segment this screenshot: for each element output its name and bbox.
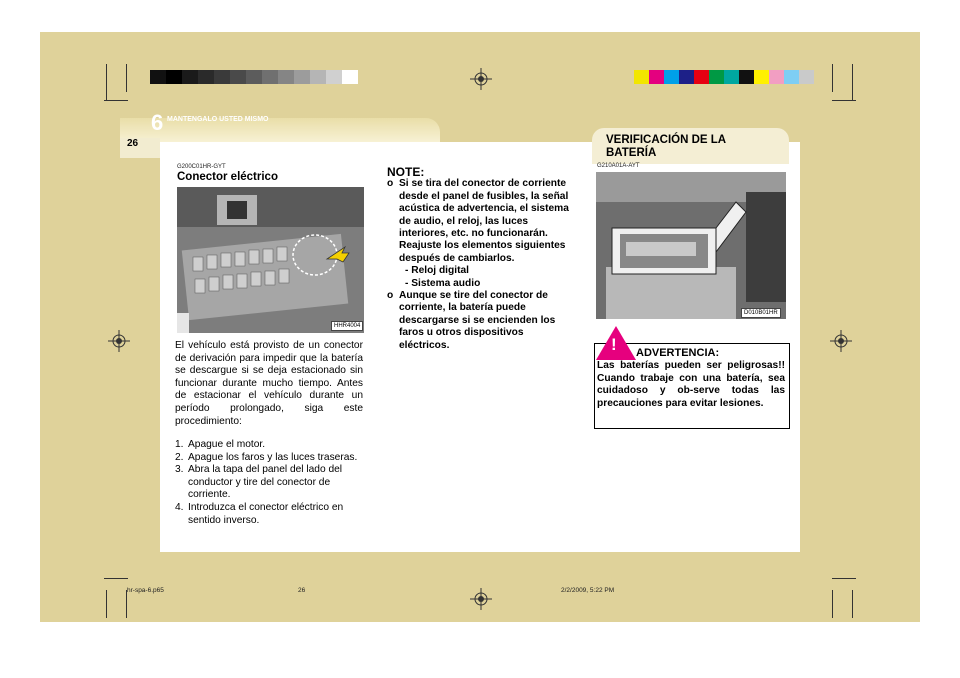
color-bar	[634, 70, 814, 84]
image-label: HHR4004	[331, 321, 363, 331]
fuse-panel-photo	[177, 187, 364, 333]
footer-date: 2/2/2009, 5:22 PM	[561, 587, 615, 594]
battery-illustration	[596, 172, 786, 319]
crop-mark	[852, 64, 853, 100]
note-item: o Aunque se tire del conector de corriente, la batería puede descargarse si se encienden los faros u otros dispositivos eléctricos.	[387, 290, 556, 351]
note-subitem: - Reloj digital	[405, 265, 469, 277]
footer-page: 26	[298, 587, 306, 594]
crop-mark	[106, 590, 107, 618]
section-code: G200C01HR-GYT	[177, 164, 226, 170]
registration-target-icon	[108, 330, 130, 352]
crop-mark	[852, 590, 853, 618]
battery-photo	[596, 172, 786, 319]
note-block	[387, 166, 575, 352]
crop-mark	[104, 578, 128, 579]
note-title: NOTE:	[387, 165, 425, 179]
list-item: 4. Introduzca el conector eléctrico en sentido inverso.	[175, 501, 344, 526]
warning-title: ADVERTENCIA:	[636, 347, 720, 359]
crop-mark	[832, 578, 856, 579]
page-number: 26	[127, 138, 139, 149]
crop-mark	[832, 590, 833, 618]
fuse-panel-illustration	[177, 187, 364, 333]
crop-mark	[832, 64, 833, 92]
registration-target-icon	[470, 588, 492, 610]
crop-mark	[832, 100, 856, 101]
footer-file: hr-spa-6.p65	[127, 587, 164, 594]
chapter-title: MANTENGALO USTED MISMO	[167, 116, 269, 123]
note-item: o Si se tira del conector de corriente desde el panel de fusibles, la señal acústica de advertencia, el sistema de audio, el reloj, las luces interiores, etc. no funcionarán. Reajuste los elementos siguientes después de cambiarlos.	[387, 178, 569, 264]
page-number-band	[120, 138, 160, 158]
warning-text: Las baterías pueden ser peligrosas!! Cuando trabaje con una batería, sea cuidadoso y ob-serve todas las precauciones para evitar lesiones.	[597, 360, 785, 409]
registration-target-icon	[830, 330, 852, 352]
crop-mark	[126, 64, 127, 92]
grayscale-bar	[150, 70, 358, 84]
warning-mark: !	[611, 335, 617, 354]
crop-mark	[126, 590, 127, 618]
note-subitem: - Sistema audio	[405, 277, 481, 289]
crop-mark	[106, 64, 107, 100]
section-code: G210A01A-AYT	[597, 163, 640, 169]
heading-conector: Conector eléctrico	[177, 171, 278, 183]
list-item: 1. Apague el motor.	[175, 439, 266, 450]
registration-target-icon	[470, 68, 492, 90]
intro-paragraph: El vehículo está provisto de un conector de derivación para impedir que la batería se descargue si se deja estacionado sin funcionar durante mucho tiempo. Antes de estacionar el vehículo durante un período prolongado, siga este procedimiento:	[175, 340, 363, 427]
steps-list	[175, 439, 365, 527]
section-title: VERIFICACIÓN DE LA BATERÍA	[606, 134, 726, 159]
chapter-number: 6	[151, 110, 164, 135]
crop-mark	[104, 100, 128, 101]
list-item: 3. Abra la tapa del panel del lado del conductor y tire del conector de corriente.	[175, 464, 343, 501]
list-item: 2. Apague los faros y las luces traseras.	[175, 451, 358, 463]
image-label: D010B01HR	[741, 308, 781, 318]
